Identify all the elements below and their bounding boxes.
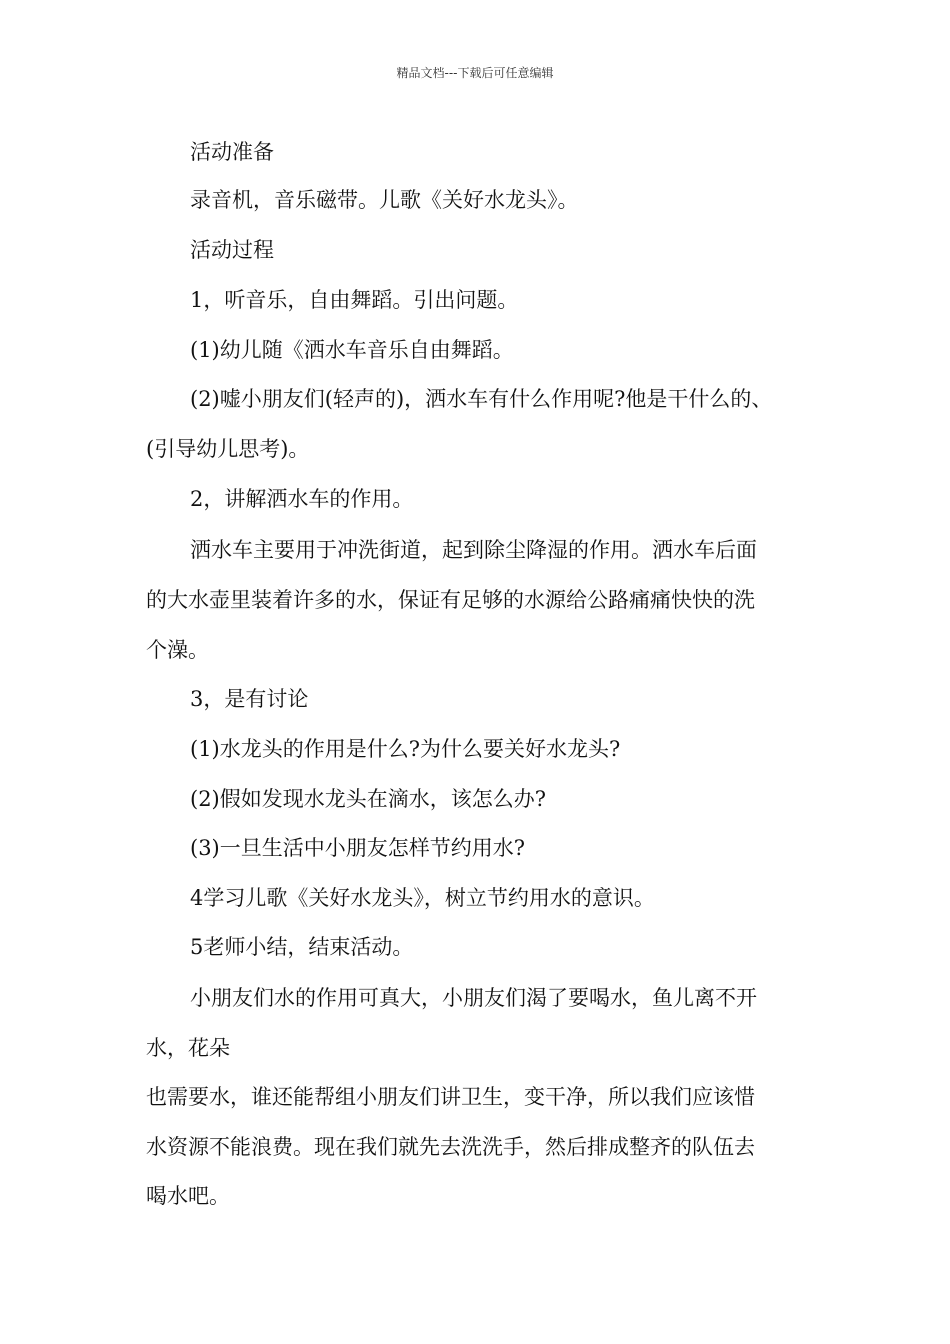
paragraph-line: (1)幼儿随《洒水车音乐自由舞蹈。 xyxy=(190,338,514,362)
section-heading-process: 活动过程 xyxy=(190,238,274,262)
paragraph-line: 2，讲解洒水车的作用。 xyxy=(190,487,414,511)
paragraph-line: 录音机，音乐磁带。儿歌《关好水龙头》。 xyxy=(190,188,579,212)
paragraph-line: 1，听音乐，自由舞蹈。引出问题。 xyxy=(190,288,519,312)
paragraph-line: 洒水车主要用于冲洗街道，起到除尘降湿的作用。洒水车后面 xyxy=(190,538,757,562)
paragraph-line: (1)水龙头的作用是什么?为什么要关好水龙头? xyxy=(190,737,621,761)
paragraph-line: (3)一旦生活中小朋友怎样节约用水? xyxy=(190,836,526,860)
paragraph-line: (2)嘘小朋友们(轻声的)，洒水车有什么作用呢?他是干什么的、 xyxy=(190,387,773,411)
page-header: 精品文档---下载后可任意编辑 xyxy=(396,66,554,80)
paragraph-line: 3，是有讨论 xyxy=(190,687,309,711)
section-heading-preparation: 活动准备 xyxy=(190,140,274,164)
paragraph-line: 喝水吧。 xyxy=(146,1184,230,1208)
paragraph-line: 的大水壶里装着许多的水，保证有足够的水源给公路痛痛快快的洗 xyxy=(146,588,755,612)
paragraph-line: 也需要水，谁还能帮组小朋友们讲卫生，变干净，所以我们应该惜 xyxy=(146,1085,755,1109)
paragraph-line: (引导幼儿思考)。 xyxy=(146,437,310,461)
paragraph-line: 个澡。 xyxy=(146,638,209,662)
paragraph-line: (2)假如发现水龙头在滴水，该怎么办? xyxy=(190,787,547,811)
paragraph-line: 小朋友们水的作用可真大，小朋友们渴了要喝水，鱼儿离不开 xyxy=(190,986,757,1010)
paragraph-line: 水资源不能浪费。现在我们就先去洗洗手，然后排成整齐的队伍去 xyxy=(146,1135,755,1159)
paragraph-line: 水，花朵 xyxy=(146,1036,230,1060)
paragraph-line: 5老师小结，结束活动。 xyxy=(190,935,414,959)
paragraph-line: 4学习儿歌《关好水龙头》，树立节约用水的意识。 xyxy=(190,886,655,910)
